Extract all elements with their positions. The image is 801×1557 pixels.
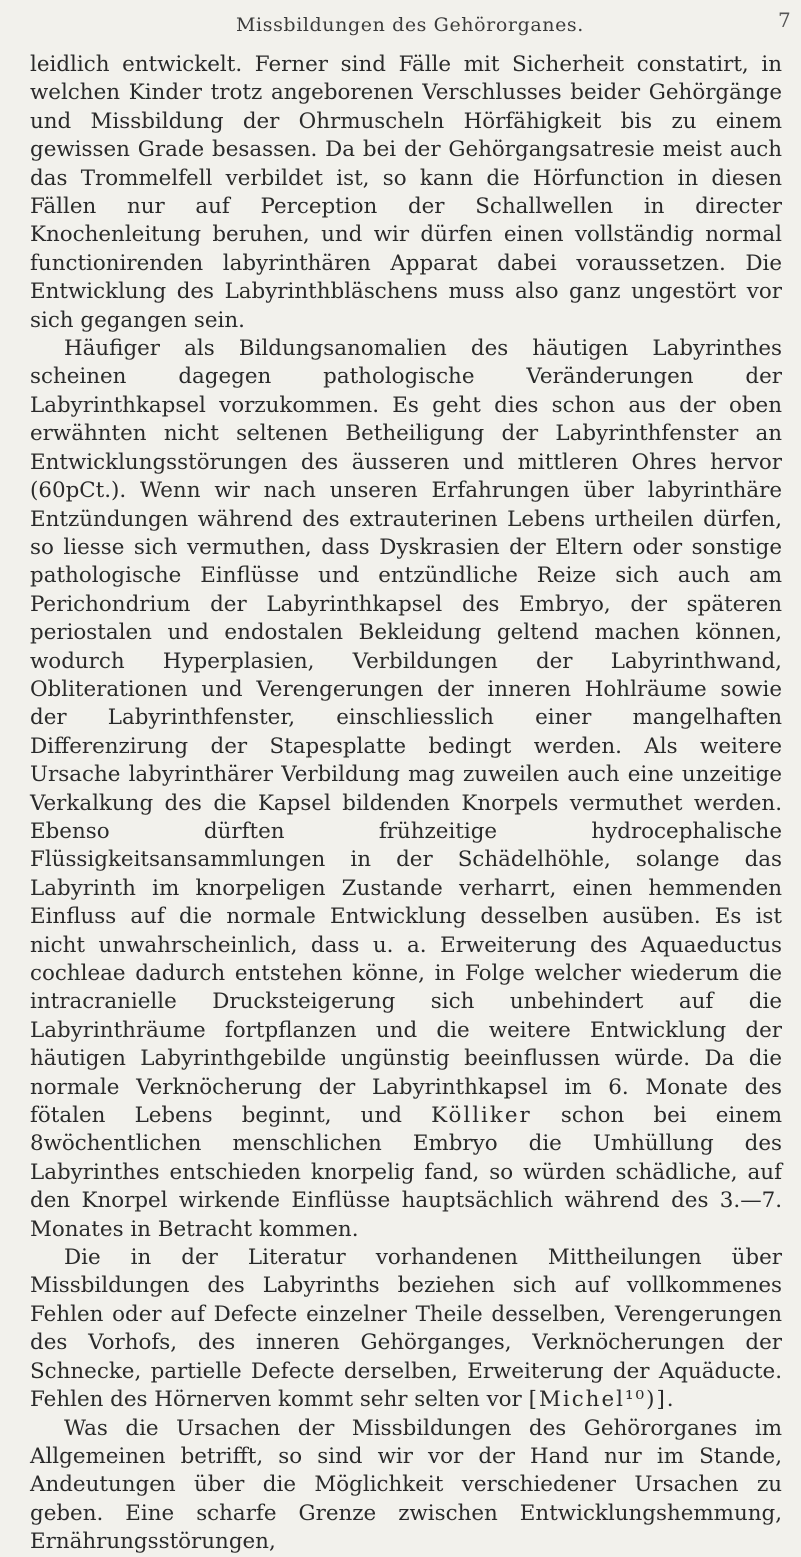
page-number: 7 (778, 8, 791, 32)
paragraph-4-text: Was die Ursachen der Missbildungen des Gehörorganes im Allgemeinen betrifft, so sind wir vor der Hand nur im Stande, Andeutungen über die Möglichkeit verschiedener Ursachen zu geben. Eine scharfe Grenze zwischen Entwicklungshemmung, Ernährungsstörungen, (30, 1415, 782, 1555)
author-koelliker: Kölliker (431, 1103, 532, 1129)
paragraph-3-text: Die in der Literatur vorhandenen Mittheilungen über Missbildungen des Labyrinths beziehen sich auf vollkommenes Fehlen oder auf Defecte einzelner Theile desselben, Verengerungen des Vorhofs, des inneren Gehörganges, Verknöcherungen der Schnecke, partielle Defecte derselben, Erweiterung der Aquäducte. Fehlen des Hörnerven kommt sehr selten vor (30, 1245, 782, 1413)
body-text (30, 51, 782, 1557)
running-title: Missbildungen des Gehörorganes. (236, 14, 584, 36)
paragraph-3 (30, 1244, 782, 1414)
paragraph-1 (30, 51, 782, 335)
reference-michel: [Michel¹⁰)]. (528, 1387, 676, 1413)
running-head (0, 6, 801, 42)
paragraph-2 (30, 335, 782, 1244)
paragraph-1-text: leidlich entwickelt. Ferner sind Fälle mit Sicherheit constatirt, in welchen Kinder trotz angeborenen Verschlusses beider Gehörgänge und Missbildung der Ohrmuscheln Hörfähigkeit bis zu einem gewissen Grade besassen. Da bei der Gehörgangsatresie meist auch das Trommelfell verbildet ist, so kann die Hörfunction in diesen Fällen nur auf Perception der Schallwellen in directer Knochenleitung beruhen, und wir dürfen einen vollständig normal functionirenden labyrinthären Apparat dabei voraussetzen. Die Entwicklung des Labyrinthbläschens muss also ganz ungestört vor sich gegangen sein. (30, 52, 782, 333)
paragraph-2-text: Häufiger als Bildungsanomalien des häutigen Labyrinthes scheinen dagegen pathologische Veränderungen der Labyrinthkapsel vorzukommen. Es geht dies schon aus der oben erwähnten nicht seltenen Betheiligung der Labyrinthfenster an Entwicklungsstörungen des äusseren und mittleren Ohres hervor (60pCt.). Wenn wir nach unseren Erfahrungen über labyrinthäre Entzündungen während des extrauterinen Lebens urtheilen dürfen, so liesse sich vermuthen, dass Dyskrasien der Eltern oder sonstige pathologische Einflüsse und entzündliche Reize sich auch am Perichondrium der Labyrinthkapsel des Embryo, der späteren periostalen und endostalen Bekleidung geltend machen können, wodurch Hyperplasien, Verbildungen der Labyrinthwand, Obliterationen und Verengerungen der inneren Hohlräume sowie der Labyrinthfenster, einschliesslich einer mangelhaften Differenzirung der Stapesplatte bedingt werden. Als weitere Ursache labyrinthärer Verbildung mag zuweilen auch eine unzeitige Verkalkung des die Kapsel bildenden Knorpels vermuthet werden. Ebenso dürften frühzeitige hydrocephalische Flüssigkeitsansammlungen in der Schädelhöhle, solange das Labyrinth im knorpeligen Zustande verharrt, einen hemmenden Einfluss auf die normale Entwicklung desselben ausüben. Es ist nicht unwahrscheinlich, dass u. a. Erweiterung des Aquaeductus cochleae dadurch entstehen könne, in Folge welcher wiederum die intracranielle Drucksteigerung sich unbehindert auf die Labyrinthräume fortpflanzen und die weitere Entwicklung der häutigen Labyrinthgebilde ungünstig beeinflussen würde. Da die normale Verknöcherung der Labyrinthkapsel im 6. Monate des fötalen Lebens beginnt, und (30, 336, 782, 1129)
paragraph-4 (30, 1415, 782, 1557)
paragraph-2-tail: schon bei einem 8wöchentlichen menschlichen Embryo die Umhüllung des Labyrinthes entschieden knorpelig fand, so würden schädliche, auf den Knorpel wirkende Einflüsse hauptsächlich während des 3.—7. Monates in Betracht kommen. (30, 1103, 782, 1242)
